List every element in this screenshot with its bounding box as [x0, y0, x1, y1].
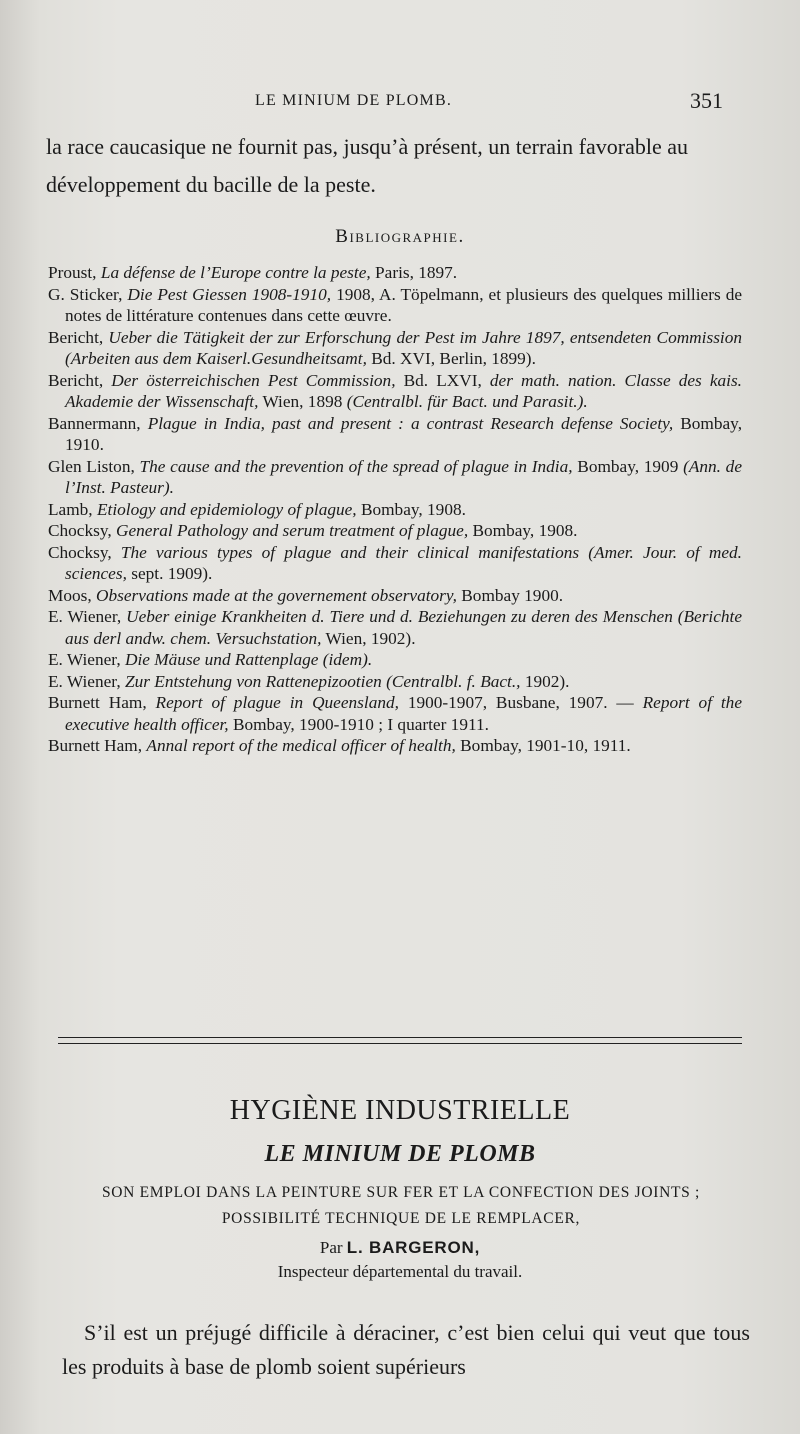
bibliography-entry-author: G. Sticker,	[48, 284, 123, 304]
bibliography-entry-title: (Centralbl. für Bact. und Parasit.).	[346, 392, 588, 411]
article-subtitle: SON EMPLOI DANS LA PEINTURE SUR FER ET LA CONFECTION DES JOINTS ; POSSIBILITÉ TECHNIQUE DE LE REMPLACER,	[101, 1184, 701, 1227]
bibliography-entry-title: The various types of plague and their clinical manifestations (Amer. Jour. of med. sciences,	[65, 542, 742, 583]
bibliography-entry	[48, 370, 742, 413]
bibliography-entry-author: Lamb,	[48, 499, 93, 519]
bibliography-entry	[48, 262, 742, 284]
bibliography-entry-title: La défense de l’Europe contre la peste,	[100, 263, 371, 282]
bibliography-entry-author: Chocksy,	[48, 542, 112, 562]
bibliography-entry-rest: Bd. XVI, Berlin, 1899).	[371, 349, 536, 368]
bibliography-entry-author: E. Wiener,	[48, 650, 121, 669]
bibliography-entry	[48, 284, 742, 327]
bibliography-entry-title: Ueber die Tätigkeit der zur Erforschung der Pest im Jahre 1897, entsendeten Commission (Arbeiten aus dem Kaiserl.Gesundheitsamt,	[65, 327, 742, 368]
bibliography-entry-author: E. Wiener,	[48, 607, 122, 626]
bibliography-entry-author: Chocksy,	[48, 521, 112, 540]
bibliography-entry	[48, 585, 742, 607]
bibliography-entry-author: Burnett Ham,	[48, 693, 147, 712]
article-title: LE MINIUM DE PLOMB	[264, 1141, 536, 1167]
bibliography-entry	[48, 649, 742, 671]
bibliography-entry-rest: sept. 1909).	[131, 564, 213, 583]
bibliography-entry-rest: Bombay, 1910.	[65, 413, 743, 454]
bibliography-entry	[48, 692, 742, 735]
bibliography-entry-author: Bannermann,	[48, 413, 141, 433]
bibliography-entry-title: Annal report of the medical officer of health,	[146, 736, 456, 755]
bibliography-entry	[48, 413, 742, 456]
bibliography-entry	[48, 499, 742, 521]
byline-prefix: Par	[319, 1238, 343, 1257]
bibliography-entry-rest: 1900-1907, Busbane, 1907. —	[407, 693, 634, 712]
bibliography-entry-rest: Paris, 1897.	[375, 263, 458, 282]
bibliography-entry-rest: 1902).	[524, 671, 570, 691]
bibliography-entry-author: Proust,	[48, 263, 97, 282]
bibliography-entry-title: General Pathology and serum treatment of plague,	[116, 521, 469, 540]
article-section-heading: HYGIÈNE INDUSTRIELLE	[229, 1095, 571, 1126]
bibliography-entry	[48, 327, 742, 370]
bibliography-entry-author: Bericht,	[48, 327, 104, 347]
bibliography-entry-title: Report of plague in Queensland,	[155, 693, 399, 712]
bibliography-entry-title: der math. nation. Classe des kais. Akademie der Wissenschaft,	[65, 370, 743, 411]
bibliography-entry-author: Moos,	[48, 585, 92, 605]
bibliography-entry-rest: 1908, A. Töpelmann, et plusieurs des quelques milliers de notes de littérature contenues dans cette œuvre.	[65, 284, 743, 325]
divider-rule	[58, 1043, 742, 1044]
bibliography-entry-title: The cause and the prevention of the spread of plague in India,	[139, 456, 573, 476]
bibliography-entry-rest: Bombay, 1901-10, 1911.	[460, 736, 631, 755]
author-name: L. BARGERON,	[346, 1238, 481, 1257]
page-number: 351	[690, 88, 723, 113]
bibliography-entry-rest: Bombay, 1908.	[472, 521, 578, 540]
bibliography-entry-title: Report of the executive health officer,	[65, 693, 742, 734]
bibliography-entry-title: Etiology and epidemiology of plague,	[96, 499, 357, 519]
bibliography-entry-title: Der österreichischen Pest Commission,	[111, 370, 396, 390]
bibliography-entry-rest: Bombay, 1909	[577, 456, 679, 476]
bibliography-entry	[48, 671, 742, 693]
bibliography-entry-rest: Bombay, 1908.	[360, 499, 466, 519]
bibliography-entry-title: Plague in India, past and present : a contrast Research defense Society,	[147, 413, 674, 433]
bibliography-entry-author: Glen Liston,	[48, 456, 135, 476]
bibliography-entry-author: Burnett Ham,	[48, 736, 143, 755]
bibliography-entry-author: E. Wiener,	[48, 671, 121, 691]
bibliography-entry	[48, 542, 742, 585]
opening-paragraph: la race caucasique ne fournit pas, jusqu’à présent, un terrain favorable au développement du bacille de la peste.	[46, 134, 688, 197]
author-role: Inspecteur départemental du travail.	[277, 1262, 523, 1281]
bibliography-entry	[48, 520, 742, 542]
bibliography-entry-title: Ueber einige Krankheiten d. Tiere und d. Beziehungen zu deren des Menschen (Berichte aus derl andw. chem. Versuchstation,	[65, 607, 743, 648]
bibliography-entry	[48, 606, 742, 649]
bibliography-entry-title: Die Mäuse und Rattenplage (idem).	[125, 650, 373, 669]
bibliography-entry-title: (Ann. de l’Inst. Pasteur).	[65, 456, 742, 497]
running-head	[0, 88, 800, 114]
bibliography-entry-title: Zur Entstehung von Rattenepizootien (Centralbl. f. Bact.,	[125, 671, 521, 691]
article-body-paragraph	[62, 1316, 750, 1384]
bibliography-entry-title: Die Pest Giessen 1908-1910,	[127, 284, 332, 304]
bibliography-entry	[48, 456, 742, 499]
bibliography-entry-rest: Wien, 1902).	[325, 628, 416, 648]
bibliography-heading: Bibliographie.	[335, 226, 465, 247]
divider-rule	[58, 1037, 742, 1038]
bibliography-list	[48, 262, 742, 757]
article-body-text: S’il est un préjugé difficile à déraciner, c’est bien celui qui veut que tous les produits à base de plomb soient supérieurs	[62, 1320, 750, 1379]
bibliography-entry-rest: Wien, 1898	[262, 392, 343, 411]
bibliography-entry	[48, 735, 742, 757]
running-title: LE MINIUM DE PLOMB.	[255, 92, 453, 109]
bibliography-entry-rest: Bd. LXVI,	[403, 370, 482, 390]
bibliography-entry-author: Bericht,	[48, 370, 104, 390]
bibliography-entry-rest: Bombay 1900.	[461, 585, 564, 605]
bibliography-entry-rest: Bombay, 1900-1910 ; I quarter 1911.	[232, 714, 489, 734]
bibliography-entry-title: Observations made at the governement observatory,	[96, 585, 457, 605]
byline	[0, 1238, 800, 1258]
